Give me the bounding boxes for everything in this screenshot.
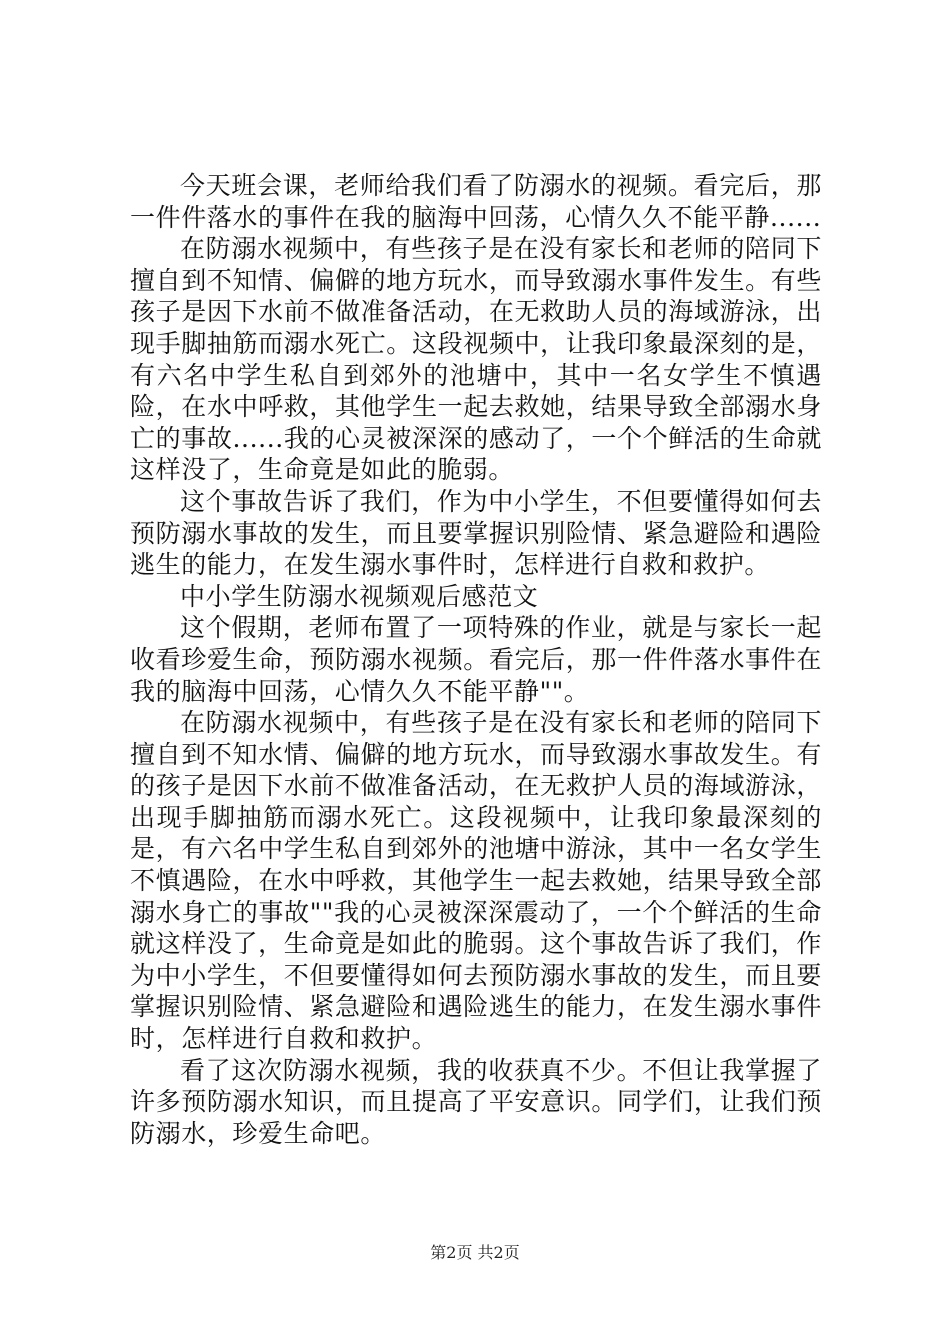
- paragraph-holiday-homework: 这个假期，老师布置了一项特殊的作业，就是与家长一起收看珍爱生命，预防溺水视频。看完后，那一件件落水事件在我的脑海中回荡，心情久久不能平静""。: [130, 613, 822, 706]
- document-body: [130, 170, 822, 1149]
- paragraph-intro: 今天班会课，老师给我们看了防溺水的视频。看完后，那一件件落水的事件在我的脑海中回荡，心情久久不能平静......: [130, 171, 822, 232]
- paragraph-video-content-2: 在防溺水视频中，有些孩子是在没有家长和老师的陪同下擅自到不知水情、偏僻的地方玩水，而导致溺水事故发生。有的孩子是因下水前不做准备活动，在无救护人员的海域游泳，出现手脚抽筋而溺水死亡。这段视频中，让我印象最深刻的是，有六名中学生私自到郊外的池塘中游泳，其中一名女学生不慎遇险，在水中呼救，其他学生一起去救她，结果导致全部溺水身亡的事故""我的心灵被深深震动了，一个个鲜活的生命就这样没了，生命竟是如此的脆弱。这个事故告诉了我们，作为中小学生，不但要懂得如何去预防溺水事故的发生，而且要掌握识别险情、紧急避险和遇险逃生的能力，在发生溺水事件时，怎样进行自救和救护。: [130, 708, 822, 1054]
- paragraph-video-content: 在防溺水视频中，有些孩子是在没有家长和老师的陪同下擅自到不知情、偏僻的地方玩水，而导致溺水事件发生。有些孩子是因下水前不做准备活动，在无救助人员的海域游泳，出现手脚抽筋而溺水死亡。这段视频中，让我印象最深刻的是，有六名中学生私自到郊外的池塘中，其中一名女学生不慎遇险，在水中呼救，其他学生一起去救她，结果导致全部溺水身亡的事故......我的心灵被深深的感动了，一个个鲜活的生命就这样没了，生命竟是如此的脆弱。: [130, 234, 822, 485]
- paragraph-lesson: 这个事故告诉了我们，作为中小学生，不但要懂得如何去预防溺水事故的发生，而且要掌握识别险情、紧急避险和遇险逃生的能力，在发生溺水事件时，怎样进行自救和救护。: [130, 486, 822, 580]
- section-heading: 中小学生防溺水视频观后感范文: [180, 581, 539, 611]
- page-footer: 第2页 共2页: [430, 1243, 520, 1262]
- paragraph-conclusion: 看了这次防溺水视频，我的收获真不少。不但让我掌握了许多预防溺水知识，而且提高了平安意识。同学们，让我们预防溺水，珍爱生命吧。: [130, 1055, 822, 1148]
